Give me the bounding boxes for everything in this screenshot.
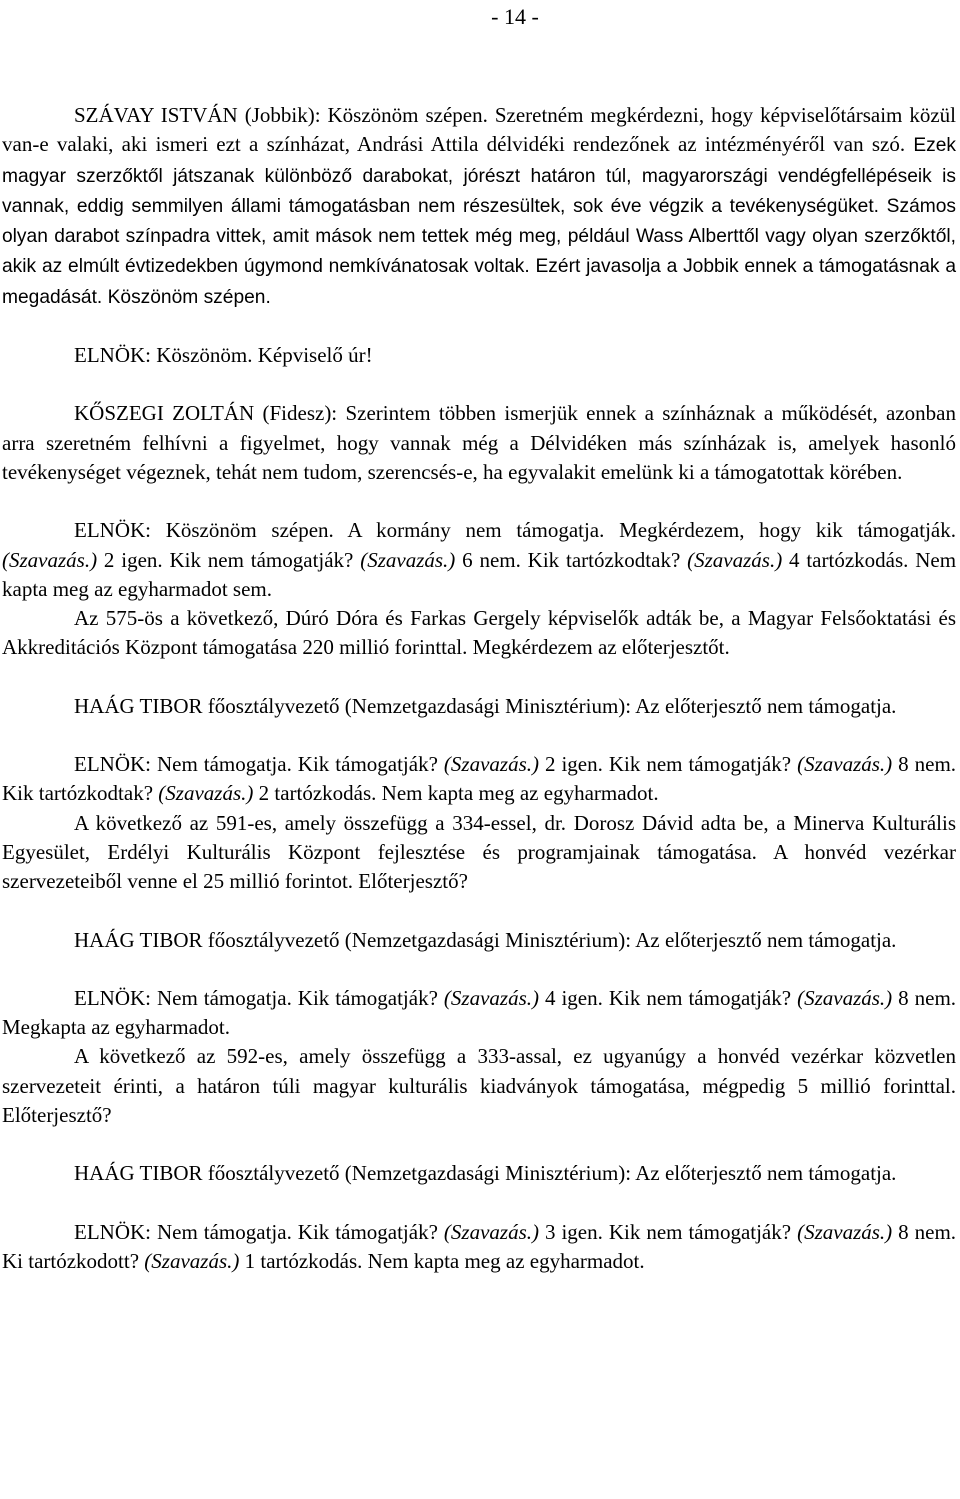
paragraph-591: A következő az 591-es, amely összefügg a 334-essel, dr. Dorosz Dávid adta be, a Minerva Kulturális Egyesület, Erdélyi Kulturális Központ fejlesztése és programjainak támogatása. A honvéd vezérkar szervezeteiből venne el 25 millió forintot. Előterjesztő? — [2, 810, 956, 894]
speaker-name: SZÁVAY ISTVÁN (Jobbik): — [74, 103, 321, 127]
vote-text: ELNÖK: Nem támogatja. Kik támogatják? — [74, 1219, 438, 1244]
vote-note: (Szavazás.) — [360, 547, 456, 572]
page-number: - 14 - — [491, 4, 539, 29]
vote-text: 8 nem. Kik tartózkodtak? — [2, 752, 957, 806]
paragraph-vote-4 — [2, 1218, 956, 1277]
paragraph-koszegi: KŐSZEGI ZOLTÁN (Fidesz): Szerintem többen ismerjük ennek a színháznak a működését, azonban arra szeretném felhívni a figyelmet, hogy vannak még a Délvidéken más színházak is, amelyek hasonló tevékenységet végeznek, tehát nem tudom, szerencsés-e, ha egyvalakit emelünk ki a támogatottak körében. — [2, 401, 956, 484]
vote-note: (Szavazás.) — [797, 1219, 893, 1244]
vote-text: ELNÖK: Köszönöm szépen. A kormány nem támogatja. Megkérdezem, hogy kik támogatják. — [74, 518, 956, 543]
vote-note: (Szavazás.) — [797, 752, 893, 777]
vote-note: (Szavazás.) — [144, 1248, 240, 1273]
paragraph-592: A következő az 592-es, amely összefügg a 333-assal, ez ugyanúgy a honvéd vezérkar közvetlen szervezeteit érinti, a határon túli magyar kulturális kiadványok támogatása, mégpedig 5 millió forinttal. Előterjesztő? — [2, 1044, 956, 1128]
vote-text: 1 tartózkodás. Nem kapta meg az egyharmadot. — [244, 1248, 645, 1273]
paragraph-elnok-1: ELNÖK: Köszönöm. Képviselő úr! — [74, 343, 373, 368]
paragraph-text-sans: Ezek magyar szerzőktől játszanak különböző darabokat, jórészt határon túl, magyarországi vendégfellépéseik is vannak, eddig semmilyen állami támogatásban nem részesültek, sok éve végzik a tevékenységüket. Számos olyan darabot színpadra vittek, amit mások nem tettek még meg, például Wass Alberttől vagy olyan szerzőktől, akik az elmúlt évtizedekben úgymond nemkívánatosak voltak. Ezért javasolja a Jobbik ennek a támogatásnak a megadását. Köszönöm szépen. — [2, 135, 957, 308]
vote-note: (Szavazás.) — [443, 752, 539, 777]
paragraph-575: Az 575-ös a következő, Dúró Dóra és Farkas Gergely képviselők adták be, a Magyar Felsőoktatási és Akkreditációs Központ támogatása 220 millió forinttal. Megkérdezem az előterjesztőt. — [2, 606, 956, 660]
paragraph-vote-2 — [2, 750, 956, 809]
paragraph-vote-1 — [2, 516, 956, 604]
vote-text: 2 tartózkodás. Nem kapta meg az egyharmadot. — [258, 781, 659, 806]
vote-text: 4 igen. Kik nem támogatják? — [544, 985, 792, 1010]
vote-note: (Szavazás.) — [687, 547, 783, 572]
vote-text: 8 nem. Ki tartózkodott? — [2, 1219, 957, 1273]
paragraph-haag-2: HAÁG TIBOR főosztályvezető (Nemzetgazdasági Minisztérium): Az előterjesztő nem támogatja. — [74, 927, 897, 952]
vote-note: (Szavazás.) — [443, 1219, 539, 1244]
vote-text: 6 nem. Kik tartózkodtak? — [462, 547, 681, 572]
paragraph-szavay — [2, 101, 956, 312]
vote-note: (Szavazás.) — [2, 547, 98, 572]
transcript-body — [2, 101, 956, 1276]
paragraph-vote-3 — [2, 984, 956, 1043]
vote-text: 2 igen. Kik nem támogatják? — [544, 752, 792, 777]
vote-text: 8 nem. Megkapta az egyharmadot. — [2, 985, 957, 1040]
vote-note: (Szavazás.) — [797, 985, 893, 1010]
paragraph-haag-3: HAÁG TIBOR főosztályvezető (Nemzetgazdasági Minisztérium): Az előterjesztő nem támogatja. — [74, 1161, 897, 1186]
vote-text: 4 tartózkodás. Nem kapta meg az egyharmadot sem. — [2, 547, 957, 601]
vote-text: ELNÖK: Nem támogatja. Kik támogatják? — [74, 752, 438, 777]
vote-text: 3 igen. Kik nem támogatják? — [544, 1219, 792, 1244]
vote-text: 2 igen. Kik nem támogatják? — [103, 547, 354, 572]
vote-note: (Szavazás.) — [443, 985, 539, 1010]
paragraph-text: Köszönöm szépen. Szeretném megkérdezni, hogy képviselőtársaim közül van-e valaki, aki ismeri ezt a színházat, Andrási Attila délvidéki rendezőnek az intézményéről van szó. — [2, 103, 956, 157]
vote-text: ELNÖK: Nem támogatja. Kik támogatják? — [74, 985, 438, 1010]
vote-note: (Szavazás.) — [158, 781, 254, 806]
paragraph-haag-1: HAÁG TIBOR főosztályvezető (Nemzetgazdasági Minisztérium): Az előterjesztő nem támogatja. — [74, 693, 897, 718]
